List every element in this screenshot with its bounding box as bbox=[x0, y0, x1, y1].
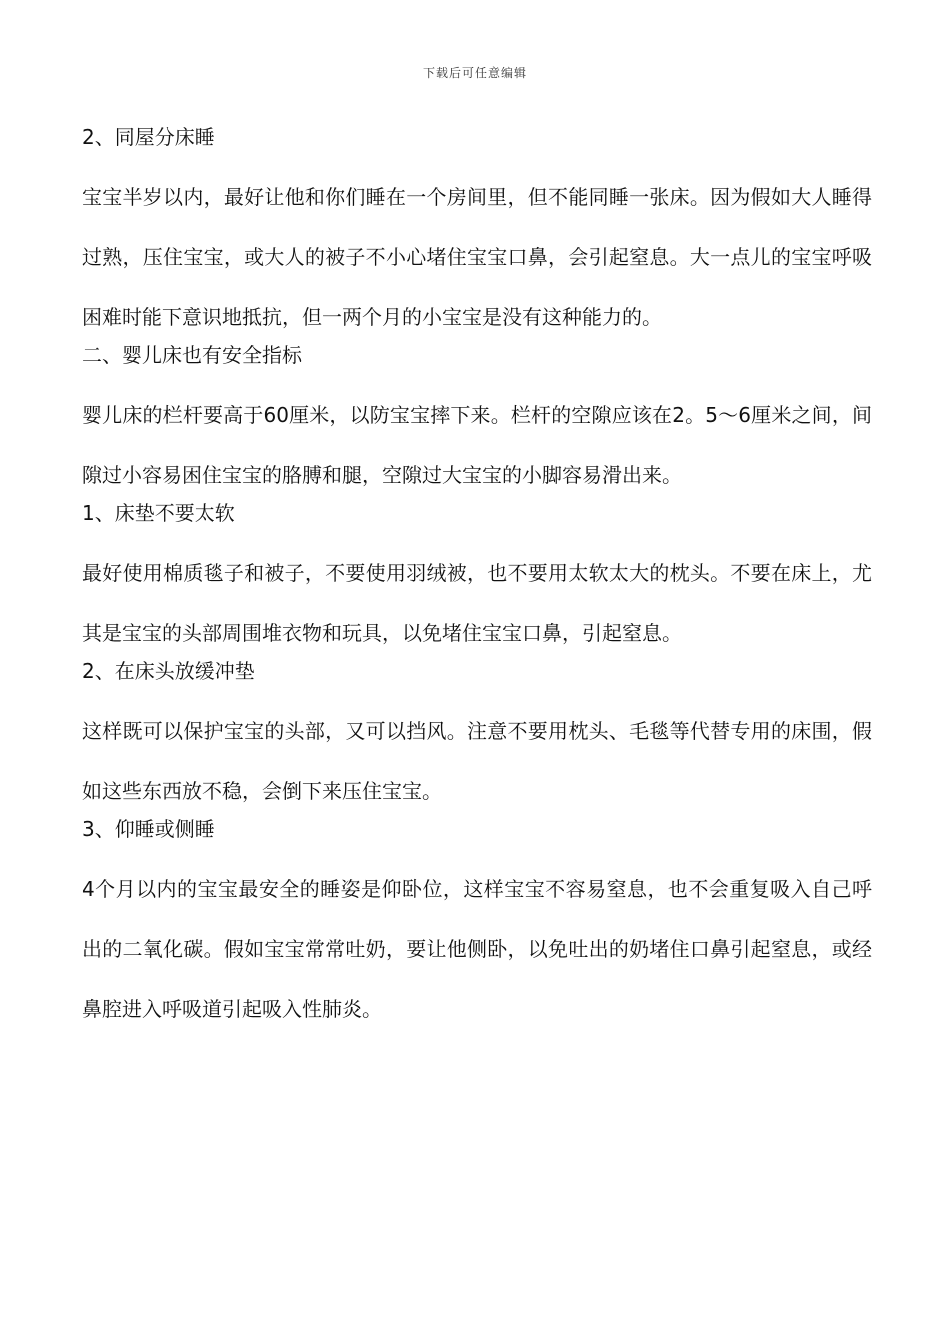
section-heading-sleep-position: 3、仰睡或侧睡 bbox=[82, 817, 215, 841]
section-heading-same-room: 2、同屋分床睡 bbox=[82, 125, 215, 149]
paragraph-bumper: 这样既可以保护宝宝的头部，又可以挡风。注意不要用枕头、毛毯等代替专用的床围，假如这些东西放不稳，会倒下来压住宝宝。 bbox=[82, 719, 872, 803]
section-heading-bumper: 2、在床头放缓冲垫 bbox=[82, 659, 255, 683]
section-heading-crib-safety: 二、婴儿床也有安全指标 bbox=[82, 343, 302, 367]
document-body bbox=[82, 118, 872, 1039]
page-header: 下载后可任意编辑 bbox=[422, 66, 527, 80]
paragraph-crib-safety: 婴儿床的栏杆要高于60厘米，以防宝宝摔下来。栏杆的空隙应该在2。5～6厘米之间，间隙过小容易困住宝宝的胳膊和腿，空隙过大宝宝的小脚容易滑出来。 bbox=[82, 403, 872, 487]
paragraph-mattress: 最好使用棉质毯子和被子，不要使用羽绒被，也不要用太软太大的枕头。不要在床上，尤其是宝宝的头部周围堆衣物和玩具，以免堵住宝宝口鼻，引起窒息。 bbox=[82, 561, 872, 645]
paragraph-sleep-position: 4个月以内的宝宝最安全的睡姿是仰卧位，这样宝宝不容易窒息，也不会重复吸入自己呼出的二氧化碳。假如宝宝常常吐奶，要让他侧卧，以免吐出的奶堵住口鼻引起窒息，或经鼻腔进入呼吸道引起吸入性肺炎。 bbox=[82, 877, 872, 1021]
paragraph-same-room: 宝宝半岁以内，最好让他和你们睡在一个房间里，但不能同睡一张床。因为假如大人睡得过熟，压住宝宝，或大人的被子不小心堵住宝宝口鼻，会引起窒息。大一点儿的宝宝呼吸困难时能下意识地抵抗，但一两个月的小宝宝是没有这种能力的。 bbox=[82, 185, 872, 329]
section-heading-mattress: 1、床垫不要太软 bbox=[82, 501, 235, 525]
